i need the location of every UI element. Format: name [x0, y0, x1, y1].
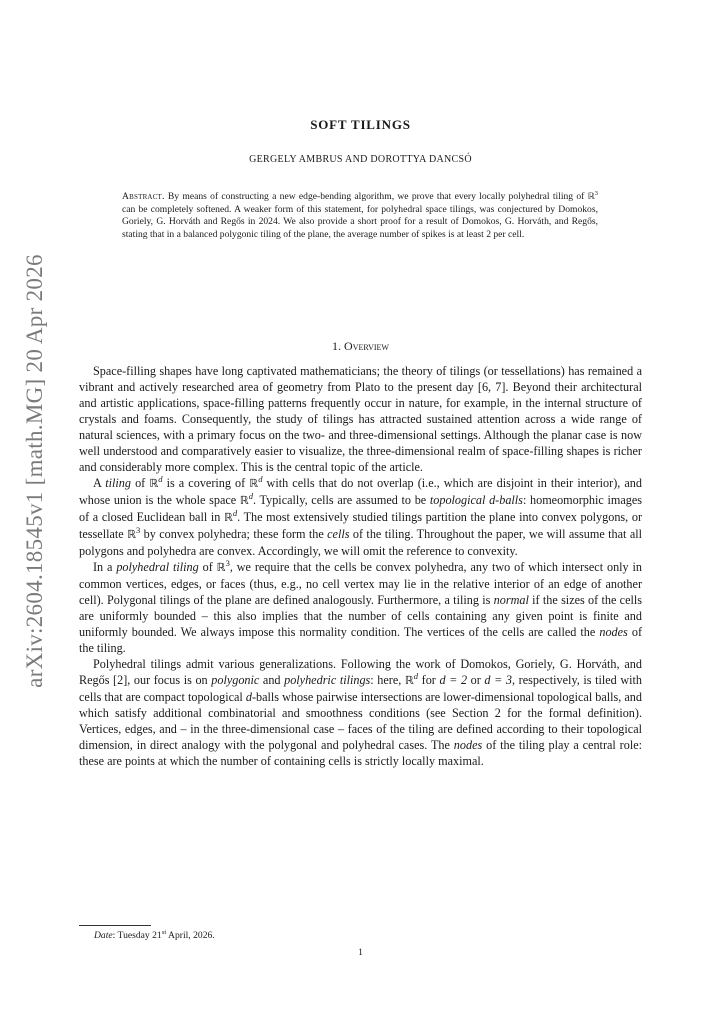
p3-a: In a	[93, 560, 117, 574]
math-exp: d	[258, 473, 263, 484]
paragraph-2	[79, 475, 642, 559]
p4-a: Polyhedral tilings admit various generalizations. Following the work of Domokos, Goriely, G. Horváth, and Regős [2], our focus is on	[79, 657, 642, 687]
math-R: ℝ	[587, 192, 595, 202]
abstract-text-2: can be completely softened. A weaker form of this statement, for polyhedral space tilings, was conjectured by Domokos, Goriely, G. Horváth and Regős in 2024. We also provide a short proof for a result of Domokos, G. Horváth, and Regős, stating that in a balanced polygonic tiling of the plane, the average number of spikes is at least 2 per cell.	[122, 203, 598, 240]
p4-polyhedric: polyhedric tilings	[284, 673, 371, 687]
p4-b: and	[259, 673, 285, 687]
section-title: Overview	[344, 339, 389, 353]
page-number: 1	[358, 947, 363, 958]
abstract	[122, 191, 598, 241]
math-R: ℝ	[223, 511, 233, 524]
p3-nodes: nodes	[599, 625, 628, 639]
paragraph-1: Space-filling shapes have long captivated mathematicians; the theory of tilings (or tessellations) has remained a vibrant and actively researched area of geometry from Plato to the present day [6, 7]. Beyond their architectural and artistic applications, space-filling patterns frequently occur in nature, for example, in the internal structure of crystals and foams. Consequently, the study of tilings has attracted sustained attention across a wide range of natural sciences, with a primary focus on the two- and three-dimensional settings. Although the planar case is now well understood and comparatively easier to visualize, the three-dimensional realm of space-filling shapes is richer and considerably more complex. This is the central topic of the article.	[79, 364, 642, 474]
p2-b: of	[130, 476, 150, 490]
p4-eq2: d = 3	[484, 673, 513, 687]
p4-d: for	[418, 673, 440, 687]
math-R: ℝ	[149, 477, 159, 490]
footnote-date	[94, 930, 215, 941]
p2-h: by convex polyhedra; these form the	[140, 527, 328, 541]
math-R: ℝ	[404, 674, 414, 687]
p2-a: A	[93, 476, 106, 490]
math-R: ℝ	[249, 477, 259, 490]
body-text	[79, 363, 642, 769]
p4-nodes: nodes	[453, 738, 483, 752]
p4-f: -balls whose pairwise intersections are lower-dimensional topological balls, and which satisfy additional combinatorial and smoothness conditions (see Section 2 for the formal definition). Vertices, edges, and – in the three-dimensional case – faces of the tiling are defined according to their topological dimension, in direct analogy with the polygonal and polyhedral cases. The	[79, 690, 642, 752]
paragraph-4	[79, 656, 642, 769]
footnote-rule	[79, 925, 151, 926]
p3-d: if the sizes of the cells are uniformly bounded – this also implies that the number of cells containing any given point is finite and uniformly bounded. We always impose this normality condition. The vertices of the cells are called the	[79, 593, 643, 639]
math-exp: d	[232, 507, 238, 518]
p2-cells: cells	[327, 527, 350, 541]
footnote-text-a: : Tuesday 21	[112, 930, 162, 941]
p3-poly: polyhedral tiling	[116, 560, 199, 574]
p4-dballs: d	[245, 690, 252, 704]
math-R: ℝ	[239, 494, 249, 507]
arxiv-id: arXiv:2604.18545v1 [math.MG] 20 Apr 2026	[22, 254, 47, 688]
abstract-label: Abstract.	[122, 191, 165, 202]
math-exp: d	[413, 670, 419, 681]
p2-c: is a covering of	[162, 476, 250, 490]
p2-d: with cells that do not overlap (i.e., which are disjoint in their interior), and whose union is the whole space	[79, 476, 642, 507]
footnote-label: Date	[94, 930, 113, 941]
abstract-text-1: By means of constructing a new edge-bending algorithm, we prove that every locally polyhedral tiling of	[164, 191, 588, 202]
p4-c: : here,	[370, 673, 405, 687]
p2-f: : homeomorphic images of a closed Euclidean ball in	[79, 493, 642, 524]
paragraph-3	[79, 559, 642, 656]
math-exp: 3	[225, 557, 230, 568]
p3-b: of	[198, 560, 217, 574]
p2-i: of the tiling. Throughout the paper, we will assume that all polygons and polyhedra are convex. Accordingly, we will omit the reference to convexity.	[79, 527, 643, 558]
p4-polygonic: polygonic	[211, 673, 260, 687]
p2-g: . The most extensively studied tilings partition the plane into convex polygons, or tessellate	[79, 510, 643, 541]
footnote-text-b: April, 2026.	[166, 930, 215, 941]
math-exp: d	[158, 473, 163, 484]
p3-normal: normal	[493, 593, 529, 607]
arxiv-sidebar-stamp	[18, 254, 52, 688]
paper-title: SOFT TILINGS	[310, 117, 411, 132]
p4-g: of the tiling play a central role: these are points at which the number of containing cells is strictly locally maximal.	[79, 738, 643, 768]
math-exp: 3	[135, 524, 141, 535]
math-exp: d	[248, 490, 254, 501]
p4-eq1: d = 2	[439, 673, 468, 687]
section-number: 1.	[332, 339, 342, 353]
math-R: ℝ	[216, 561, 226, 574]
p4-or: or	[467, 673, 485, 687]
paper-authors: GERGELY AMBRUS AND DOROTTYA DANCSÓ	[249, 154, 472, 165]
p3-e: of the tiling.	[79, 625, 643, 655]
footnote-sup: st	[161, 928, 167, 936]
p4-e: , respectively, is tiled with cells that are compact topological	[79, 673, 643, 704]
p2-topo: topological d-balls	[429, 493, 523, 507]
p2-tiling: tiling	[105, 476, 131, 490]
math-R: ℝ	[127, 528, 136, 541]
section-heading	[0, 339, 721, 354]
p2-e: . Typically, cells are assumed to be	[253, 493, 430, 507]
math-exp: 3	[594, 189, 598, 197]
p3-c: , we require that the cells be convex polyhedra, any two of which intersect only in common vertices, edges, or faces (thus, e.g., no cell vertex may lie in the relative interior of an edge of another cell). Polygonal tilings of the plane are defined analogously. Furthermore, a tiling is	[79, 560, 642, 607]
